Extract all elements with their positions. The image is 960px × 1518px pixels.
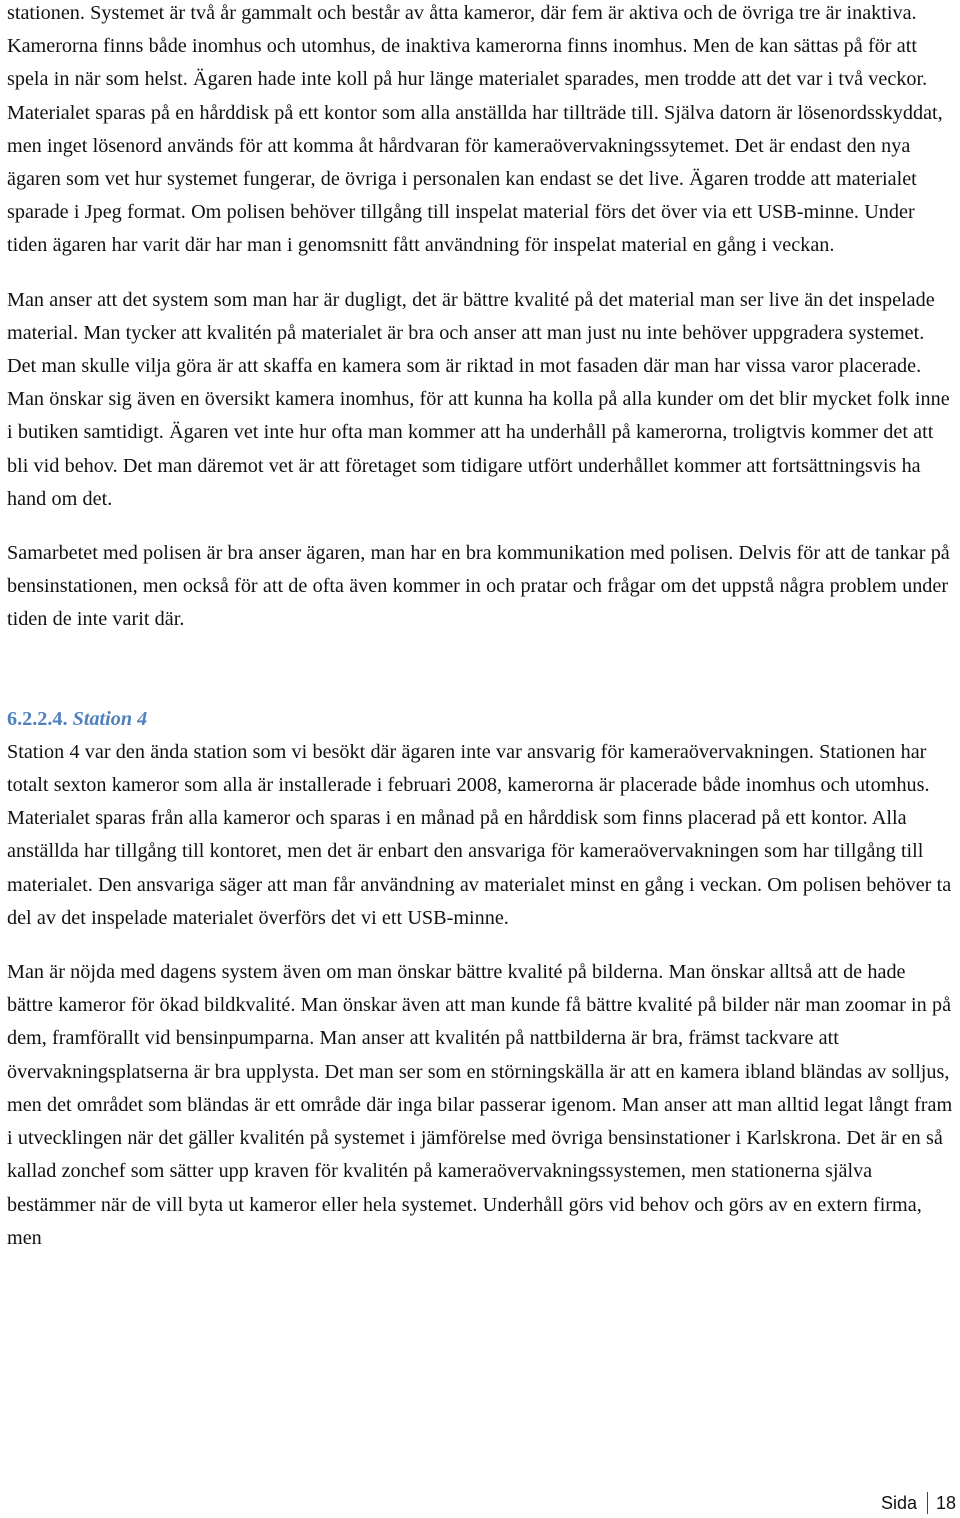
section-heading bbox=[7, 703, 953, 736]
section-title: Station 4 bbox=[72, 707, 148, 730]
body-paragraph: stationen. Systemet är två år gammalt och består av åtta kameror, där fem är aktiva och de övriga tre är inaktiva. Kamerorna finns både inomhus och utomhus, de inaktiva kamerorna finns inomhus. Men de kan sättas på för att spela in när som helst. Ägaren hade inte koll på hur länge materialet sparades, men trodde att det var i två veckor. Materialet sparas på en hårddisk på ett kontor som alla anställda har tillträde till. Själva datorn är lösenordsskyddat, men inget lösenord används för att komma åt hårdvaran för kameraövervakningssytemet. Det är endast den nya ägaren som vet hur systemet fungerar, de övriga i personalen kan endast se det live. Ägaren trodde att materialet sparade i Jpeg format. Om polisen behöver tillgång till inspelat material förs det över via ett USB-minne. Under tiden ägaren har varit där har man i genomsnitt fått användning för inspelat material en gång i veckan. bbox=[7, 2, 943, 257]
section-gap bbox=[7, 637, 953, 703]
footer-label: Sida bbox=[880, 1492, 917, 1513]
footer-divider bbox=[927, 1492, 928, 1514]
paragraph-gap bbox=[7, 263, 953, 284]
page-footer bbox=[881, 1492, 956, 1514]
body-paragraph: Man är nöjda med dagens system även om man önskar bättre kvalité på bilderna. Man önskar alltså att de hade bättre kameror för ökad bildkvalité. Man önskar även att man kunde få bättre kvalité på bilder när man zoomar in på dem, framförallt vid bensinpumparna. Man anser att kvalitén på nattbilderna är bra, främst tackvare att övervakningsplatserna är bra upplysta. Det man ser som en störningskälla är att en kamera ibland bländas av solljus, men det området som bländas är ett område där inga bilar passerar igenom. Man anser att man alltid legat långt fram i utvecklingen när det gäller kvalitén på systemet i jämförelse med övriga bensinstationer i Karlskrona. Det är en så kallad zonchef som sätter upp kraven för kvalitén på kameraövervakningssystemen, men stationerna själva bestämmer när de vill byta ut kameror eller hela systemet. Underhåll görs vid behov och görs av en extern firma, men bbox=[7, 961, 953, 1249]
paragraph-gap bbox=[7, 516, 953, 537]
body-paragraph: Station 4 var den ända station som vi besökt där ägaren inte var ansvarig för kameraövervakningen. Stationen har totalt sexton kameror som alla är installerade i februari 2008, kamerorna är placerade både inomhus och utomhus. Materialet sparas från alla kameror och sparas i en månad på en hårddisk som finns placerad på ett kontor. Alla anställda har tillgång till kontoret, men det är enbart den ansvariga för kameraövervakningen som har tillgång till materialet. Den ansvariga säger att man får användning av materialet minst en gång i veckan. Om polisen behöver ta del av det inspelade materialet överförs det vi ett USB-minne. bbox=[7, 740, 952, 929]
document-page bbox=[7, 0, 953, 1255]
paragraph-gap bbox=[7, 935, 953, 956]
body-paragraph: Samarbetet med polisen är bra anser ägaren, man har en bra kommunikation med polisen. Delvis för att de tankar på bensinstationen, men också för att de ofta även kommer in och pratar och frågar om det uppstå några problem under tiden de inte varit där. bbox=[7, 542, 950, 631]
body-paragraph: Man anser att det system som man har är dugligt, det är bättre kvalité på det material man ser live än det inspelade material. Man tycker att kvalitén på materialet är bra och anser att man just nu inte behöver uppgradera systemet. Det man skulle vilja göra är att skaffa en kamera som är riktad in mot fasaden där man har vissa varor placerade. Man önskar sig även en översikt kamera inomhus, för att kunna ha kolla på alla kunder om det blir mycket folk inne i butiken samtidigt. Ägaren vet inte hur ofta man kommer att ha underhåll på kamerorna, troligtvis kommer det att bli vid behov. Det man däremot vet är att företaget som tidigare utfört underhållet kommer att fortsättningsvis ha hand om det. bbox=[7, 288, 950, 510]
section-number: 6.2.2.4. bbox=[7, 707, 68, 730]
page-number: 18 bbox=[935, 1492, 956, 1513]
